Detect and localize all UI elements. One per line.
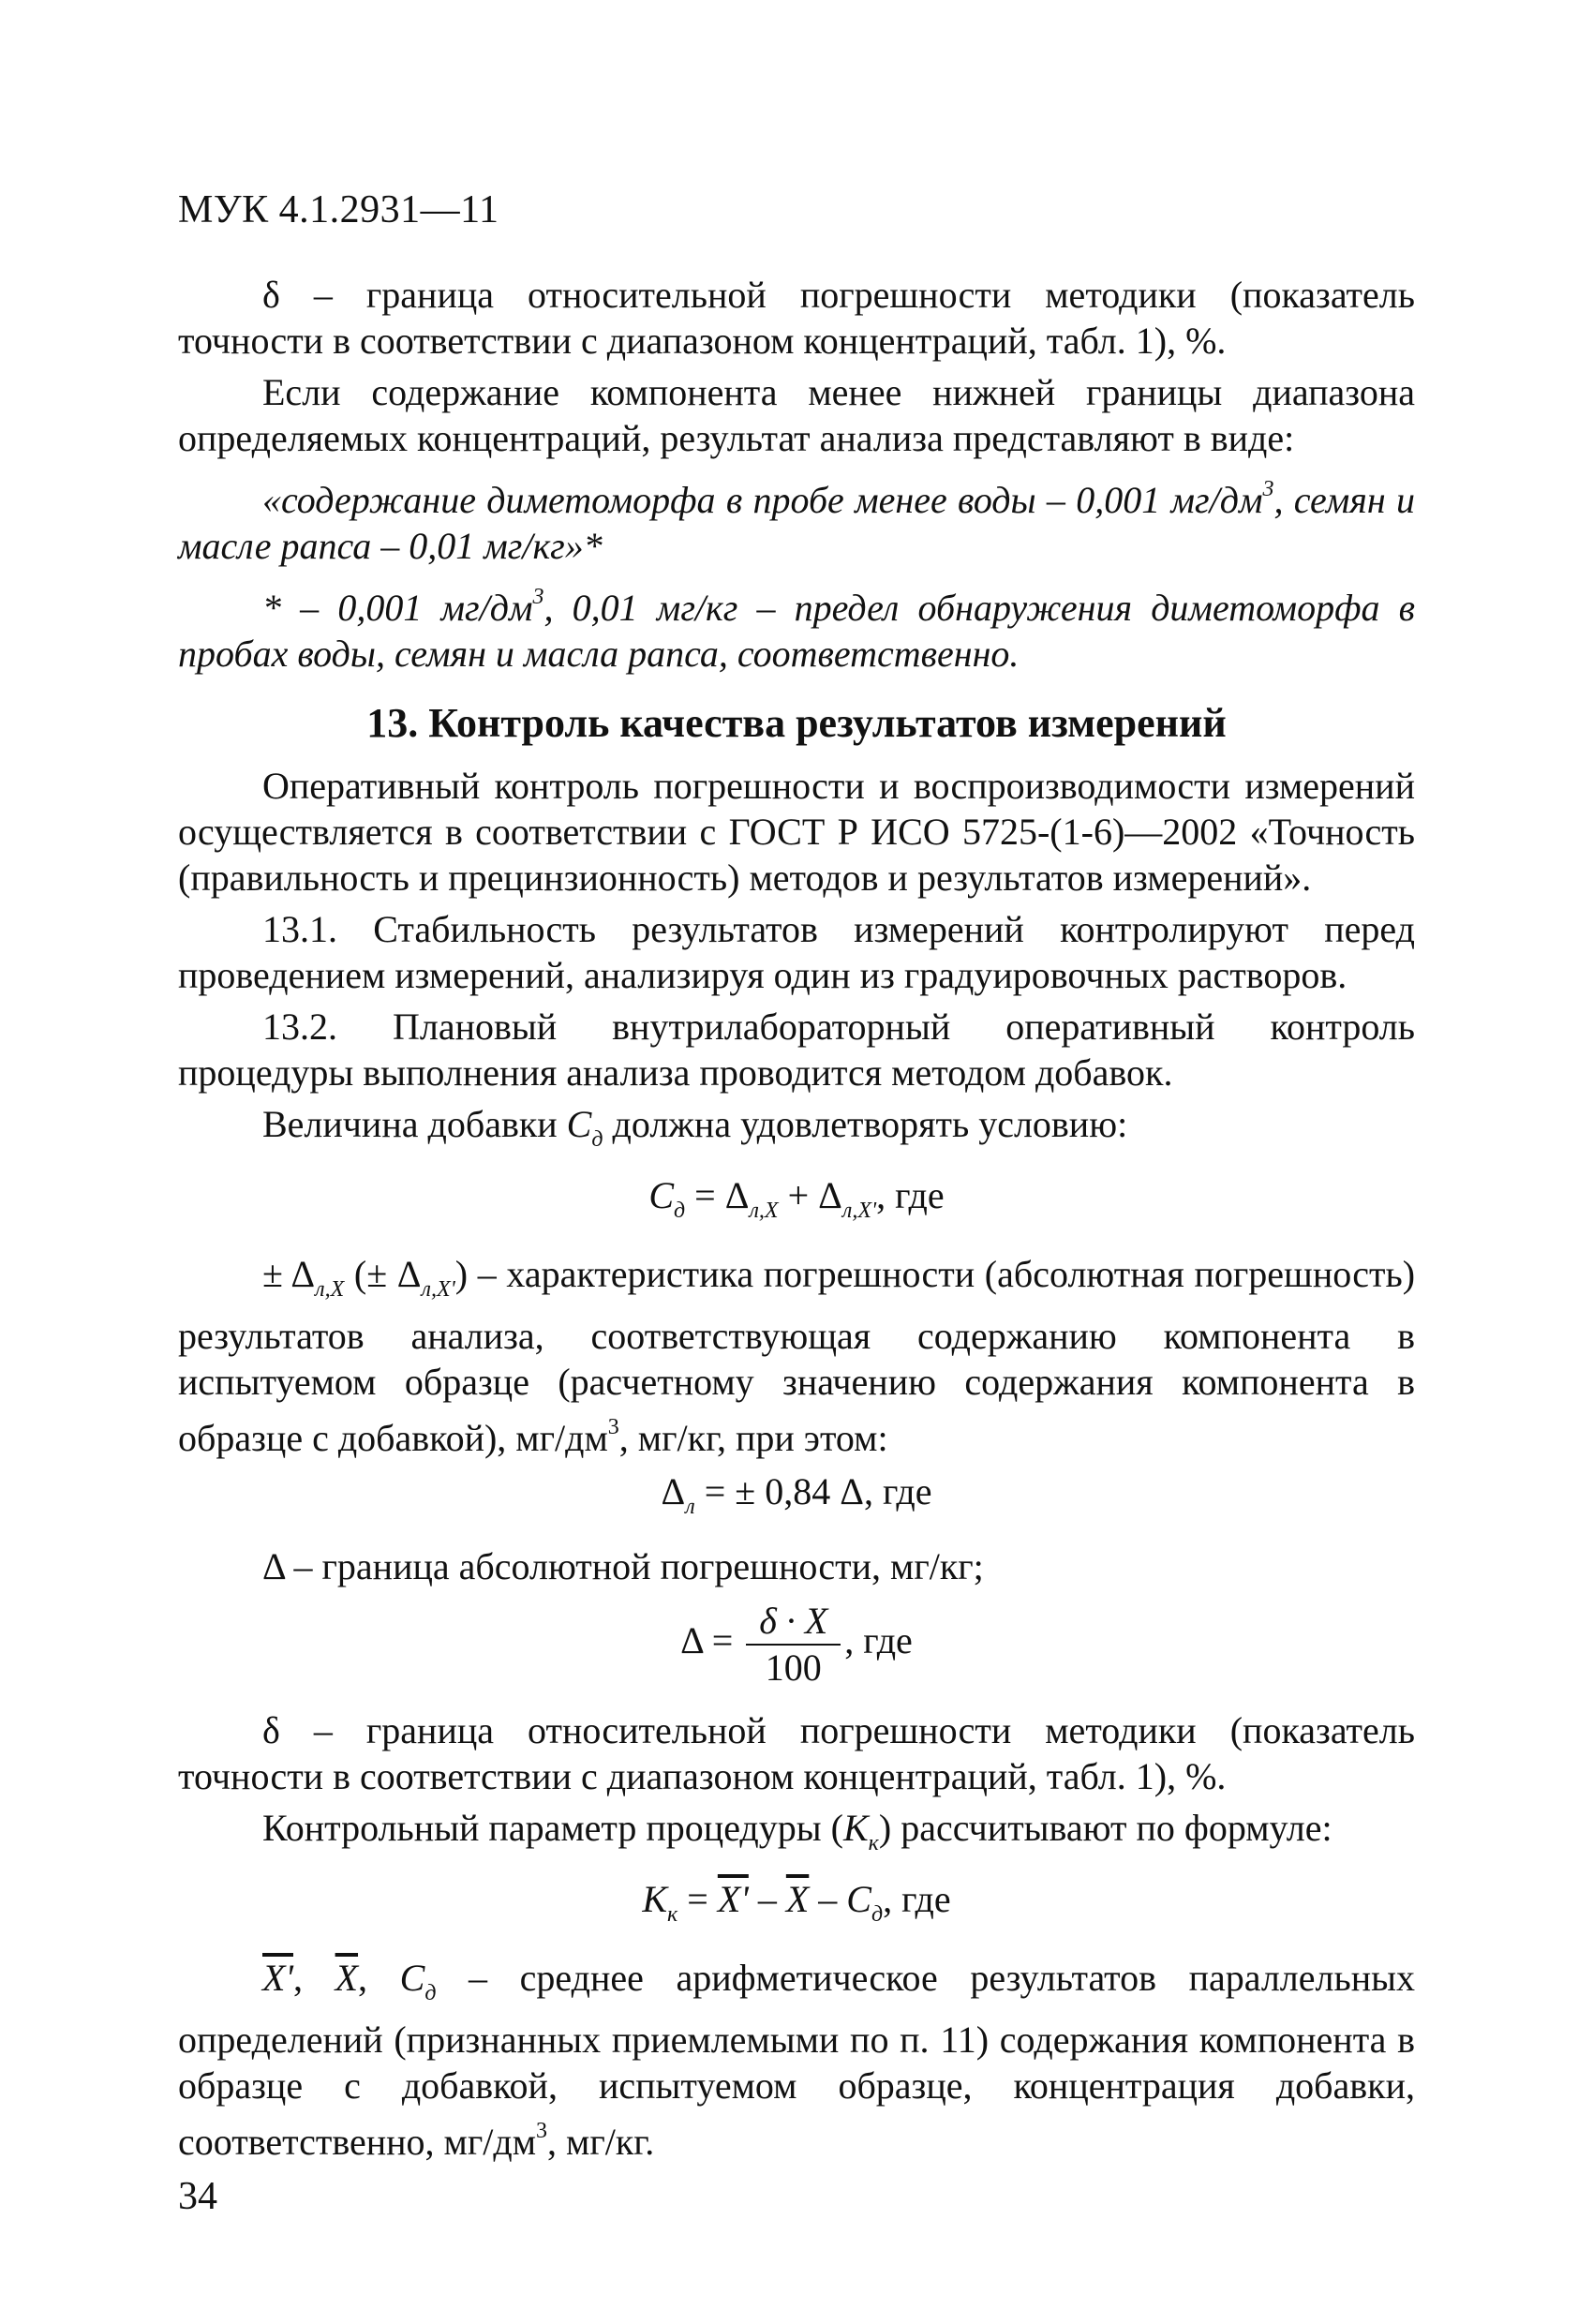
- paragraph-addition-condition: Величина добавки $C_д$ должна удовлетворять условию:: [262, 1103, 1128, 1152]
- paragraph-operational-control: Оперативный контроль погрешности и воспроизводимости измерений осуществляется в соответствии с ГОСТ Р ИСО 5725-(1-6)—2002 «Точность (правильность и прецинзионность) методов и результатов измерений».: [178, 765, 1415, 899]
- fraction-denominator: 100: [765, 1646, 822, 1689]
- formula-control-parameter: $K_к = X' - \overline{X} - C_д$, где: [642, 1878, 951, 1927]
- section-title: 13. Контроль качества результатов измерений: [366, 700, 1227, 746]
- paragraph-mean-definition: X', $\overline{X}$, $C_д$ – среднее арифметическое результатов параллельных определений (признанных приемлемыми по п. 11) содержания компонента в образце с добавкой, испытуемом образце, концентрация добавки, соответственно, $мг/дм^3$, мг/кг.: [178, 1957, 1416, 2163]
- page-body: [178, 272, 1415, 2170]
- fraction: [746, 1599, 841, 1691]
- paragraph-13-2: 13.2. Плановый внутрилабораторный оперативный контроль процедуры выполнения анализа проводится методом добавок.: [178, 1006, 1415, 1094]
- document-code: МУК 4.1.2931—11: [178, 188, 499, 231]
- page-number: 34: [178, 2175, 217, 2218]
- paragraph-footnote-detection-limit: * – 0,001 $мг/дм^3$, 0,01 мг/кг – предел обнаружения диметоморфа в пробах воды, семян и масла рапса, соответственно.: [178, 585, 1415, 675]
- paragraph-control-parameter: Контрольный параметр процедуры $(K_к)$ рассчитывают по формуле:: [262, 1807, 1332, 1855]
- paragraph-delta-definition: δ – граница относительной погрешности методики (показатель точности в соответствии с диапазоном концентраций, табл. 1), %.: [178, 274, 1415, 362]
- fraction-numerator: δ · X: [746, 1599, 841, 1646]
- paragraph-below-range: Если содержание компонента менее нижней границы диапазона определяемых концентраций, результат анализа представляют в виде:: [178, 371, 1415, 459]
- formula-delta-l: $\Delta_л$ = ± 0,84 Δ, где: [661, 1470, 932, 1519]
- paragraph-result-form: «содержание диметоморфа в пробе менее воды – 0,001 $мг/дм^3$, семян и масле рапса – 0,01 мг/кг»*: [178, 477, 1415, 567]
- formula-delta-fraction: Δ = $\frac{\delta \cdot X}{100}$ , где: [680, 1600, 913, 1689]
- formula-addition: $C_д = \Delta_{л,X} + \Delta_{л,X'}$, где: [648, 1174, 945, 1223]
- paragraph-delta-definition-repeat: δ – граница относительной погрешности методики (показатель точности в соответствии с диапазоном концентраций, табл. 1), %.: [178, 1709, 1415, 1797]
- paragraph-absolute-error: Δ – граница абсолютной погрешности, мг/кг;: [262, 1545, 984, 1587]
- paragraph-error-characteristic: ± $\Delta_{л,X}$ (± $\Delta_{л,X'}$) – характеристика погрешности (абсолютная погрешность) результатов анализа, соответствующая содержанию компонента в испытуемом образце (расчетному значению содержания компонента в образце с добавкой), $мг/дм^3$, мг/кг, при этом:: [178, 1253, 1416, 1459]
- paragraph-13-1: 13.1. Стабильность результатов измерений контролируют перед проведением измерений, анализируя один из градуировочных растворов.: [178, 908, 1415, 996]
